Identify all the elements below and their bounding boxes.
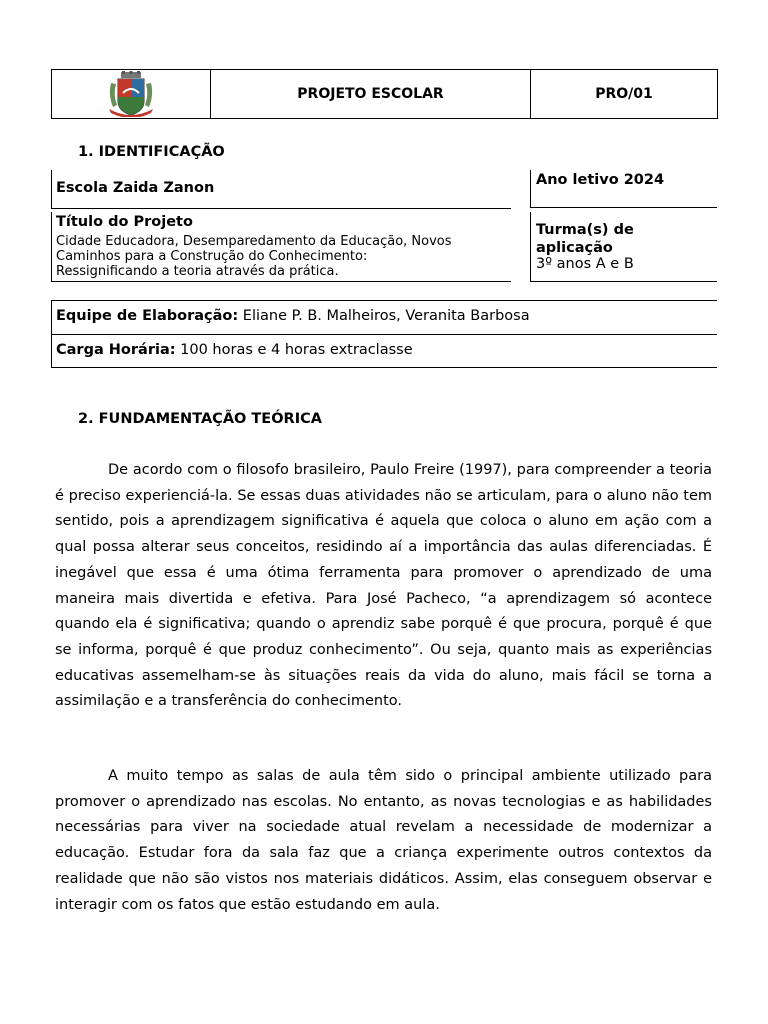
project-title-line: Cidade Educadora, Desemparedamento da Educação, Novos xyxy=(56,234,452,249)
logo-cell xyxy=(52,70,211,118)
project-box xyxy=(51,212,511,282)
classes-label xyxy=(536,221,634,257)
section2-heading: 2. FUNDAMENTAÇÃO TEÓRICA xyxy=(78,411,322,427)
classes-label-line: aplicação xyxy=(536,240,613,256)
classes-label-line: Turma(s) de xyxy=(536,222,634,238)
school-box xyxy=(51,170,511,209)
header-title: PROJETO ESCOLAR xyxy=(211,70,531,118)
classes-box xyxy=(530,212,717,282)
hours-label: Carga Horária: xyxy=(56,342,176,358)
section1-heading: 1. IDENTIFICAÇÃO xyxy=(78,144,225,160)
school-name: Escola Zaida Zanon xyxy=(56,180,215,196)
project-title-line: Ressignificando a teoria através da prática. xyxy=(56,264,339,279)
team-value: Eliane P. B. Malheiros, Veranita Barbosa xyxy=(238,308,530,324)
hours-value: 100 horas e 4 horas extraclasse xyxy=(175,342,413,358)
year-box xyxy=(530,170,717,208)
team-row xyxy=(56,308,530,324)
team-label: Equipe de Elaboração: xyxy=(56,308,239,324)
classes-value: 3º anos A e B xyxy=(536,256,634,272)
project-label: Título do Projeto xyxy=(56,214,193,230)
school-year: Ano letivo 2024 xyxy=(536,172,665,188)
coat-of-arms-icon xyxy=(107,71,155,117)
project-title-line: Caminhos para a Construção do Conhecimento: xyxy=(56,249,368,264)
hours-row xyxy=(56,342,413,358)
row-divider xyxy=(52,334,717,335)
project-title xyxy=(56,234,452,279)
paragraph-2: A muito tempo as salas de aula têm sido o principal ambiente utilizado para promover o aprendizado nas escolas. No entanto, as novas tecnologias e as habilidades necessárias para viver na sociedade atual revelam a necessidade de modernizar a educação. Estudar fora da sala faz que a criança experimente outros contextos da realidade que não são vistos nos materiais didáticos. Assim, elas conseguem observar e interagir com os fatos que estão estudando em aula. xyxy=(55,768,712,913)
header-code: PRO/01 xyxy=(595,86,653,102)
paragraph-1: De acordo com o filosofo brasileiro, Paulo Freire (1997), para compreender a teoria é preciso experienciá-la. Se essas duas atividades não se articulam, para o aluno não tem sentido, pois a aprendizagem significativa é aquela que coloca o aluno em ação com a qual possa alterar seus conceitos, residindo aí a importância das aulas diferenciadas. É inegável que essa é uma ótima ferramenta para promover o aprendizado de uma maneira mais divertida e efetiva. Para José Pacheco, “a aprendizagem só acontece quando ela é significativa; quando o aprendiz sabe porquê é que procura, porquê é que se informa, porquê é que produz conhecimento”. Ou seja, quanto mais as experiências educativas assemelham-se às situações reais da vida do aluno, mais fácil se torna a assimilação e a transferência do conhecimento. xyxy=(55,462,712,710)
header-table xyxy=(51,69,718,119)
team-hours-box xyxy=(51,300,717,368)
